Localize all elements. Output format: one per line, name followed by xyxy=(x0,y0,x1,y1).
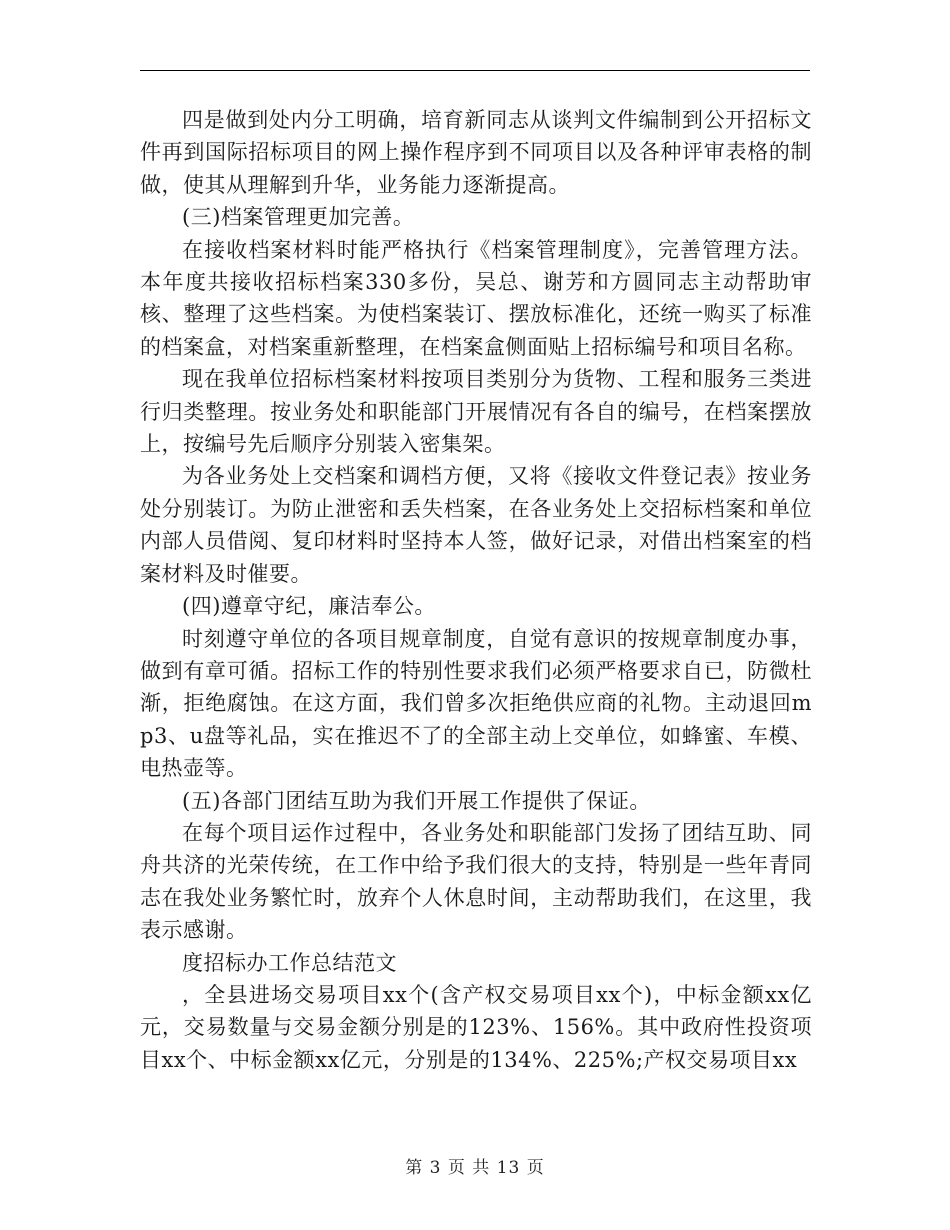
paragraph-cooperation: 在每个项目运作过程中，各业务处和职能部门发扬了团结互助、同舟共济的光荣传统，在工作中给予我们很大的支持，特别是一些年青同志在我处业务繁忙时，放弃个人休息时间，主动帮助我们，在这里，我表示感谢。 xyxy=(140,820,812,943)
heading-integrity: (四)遵章守纪，廉洁奉公。 xyxy=(182,594,436,619)
section-title-summary: 度招标办工作总结范文 xyxy=(182,950,397,975)
paragraph-archive-binding: 为各业务处上交档案和调档方便，又将《接收文件登记表》按业务处分别装订。为防止泄密和丢失档案，在各业务处上交招标档案和单位内部人员借阅、复印材料时坚持本人签，做好记录，对借出档案室的档案材料及时催要。 xyxy=(140,464,812,586)
heading-archive-management: (三)档案管理更加完善。 xyxy=(182,205,415,230)
document-body xyxy=(140,104,812,1076)
header-rule xyxy=(140,70,810,71)
paragraph-archive-classification: 现在我单位招标档案材料按项目类别分为货物、工程和服务三类进行归类整理。按业务处和职能部门开展情况有各自的编号，在档案摆放上，按编号先后顺序分别装入密集架。 xyxy=(140,367,812,457)
paragraph-division-of-work: 四是做到处内分工明确，培育新同志从谈判文件编制到公开招标文件再到国际招标项目的网上操作程序到不同项目以及各种评审表格的制做，使其从理解到升华，业务能力逐渐提高。 xyxy=(140,108,812,197)
paragraph-integrity: 时刻遵守单位的各项目规章制度，自觉有意识的按规章制度办事，做到有章可循。招标工作的特别性要求我们必须严格要求自已，防微杜渐，拒绝腐蚀。在这方面，我们曾多次拒绝供应商的礼物。主动退回mp3、u盘等礼品，实在推迟不了的全部主动上交单位，如蜂蜜、车模、电热壶等。 xyxy=(140,626,812,781)
page-number: 第 3 页 共 13 页 xyxy=(405,1158,545,1178)
heading-cooperation: (五)各部门团结互助为我们开展工作提供了保证。 xyxy=(182,788,651,813)
paragraph-transactions: ，全县进场交易项目xx个(含产权交易项目xx个)，中标金额xx亿元，交易数量与交易金额分别是的123%、156%。其中政府性投资项目xx个、中标金额xx亿元，分别是的134%、225%;产权交易项目xx xyxy=(140,982,812,1072)
paragraph-archive-receiving: 在接收档案材料时能严格执行《档案管理制度》，完善管理方法。本年度共接收招标档案330多份，吴总、谢芳和方圆同志主动帮助审核、整理了这些档案。为使档案装订、摆放标准化，还统一购买了标准的档案盒，对档案重新整理，在档案盒侧面贴上招标编号和项目名称。 xyxy=(140,237,812,359)
